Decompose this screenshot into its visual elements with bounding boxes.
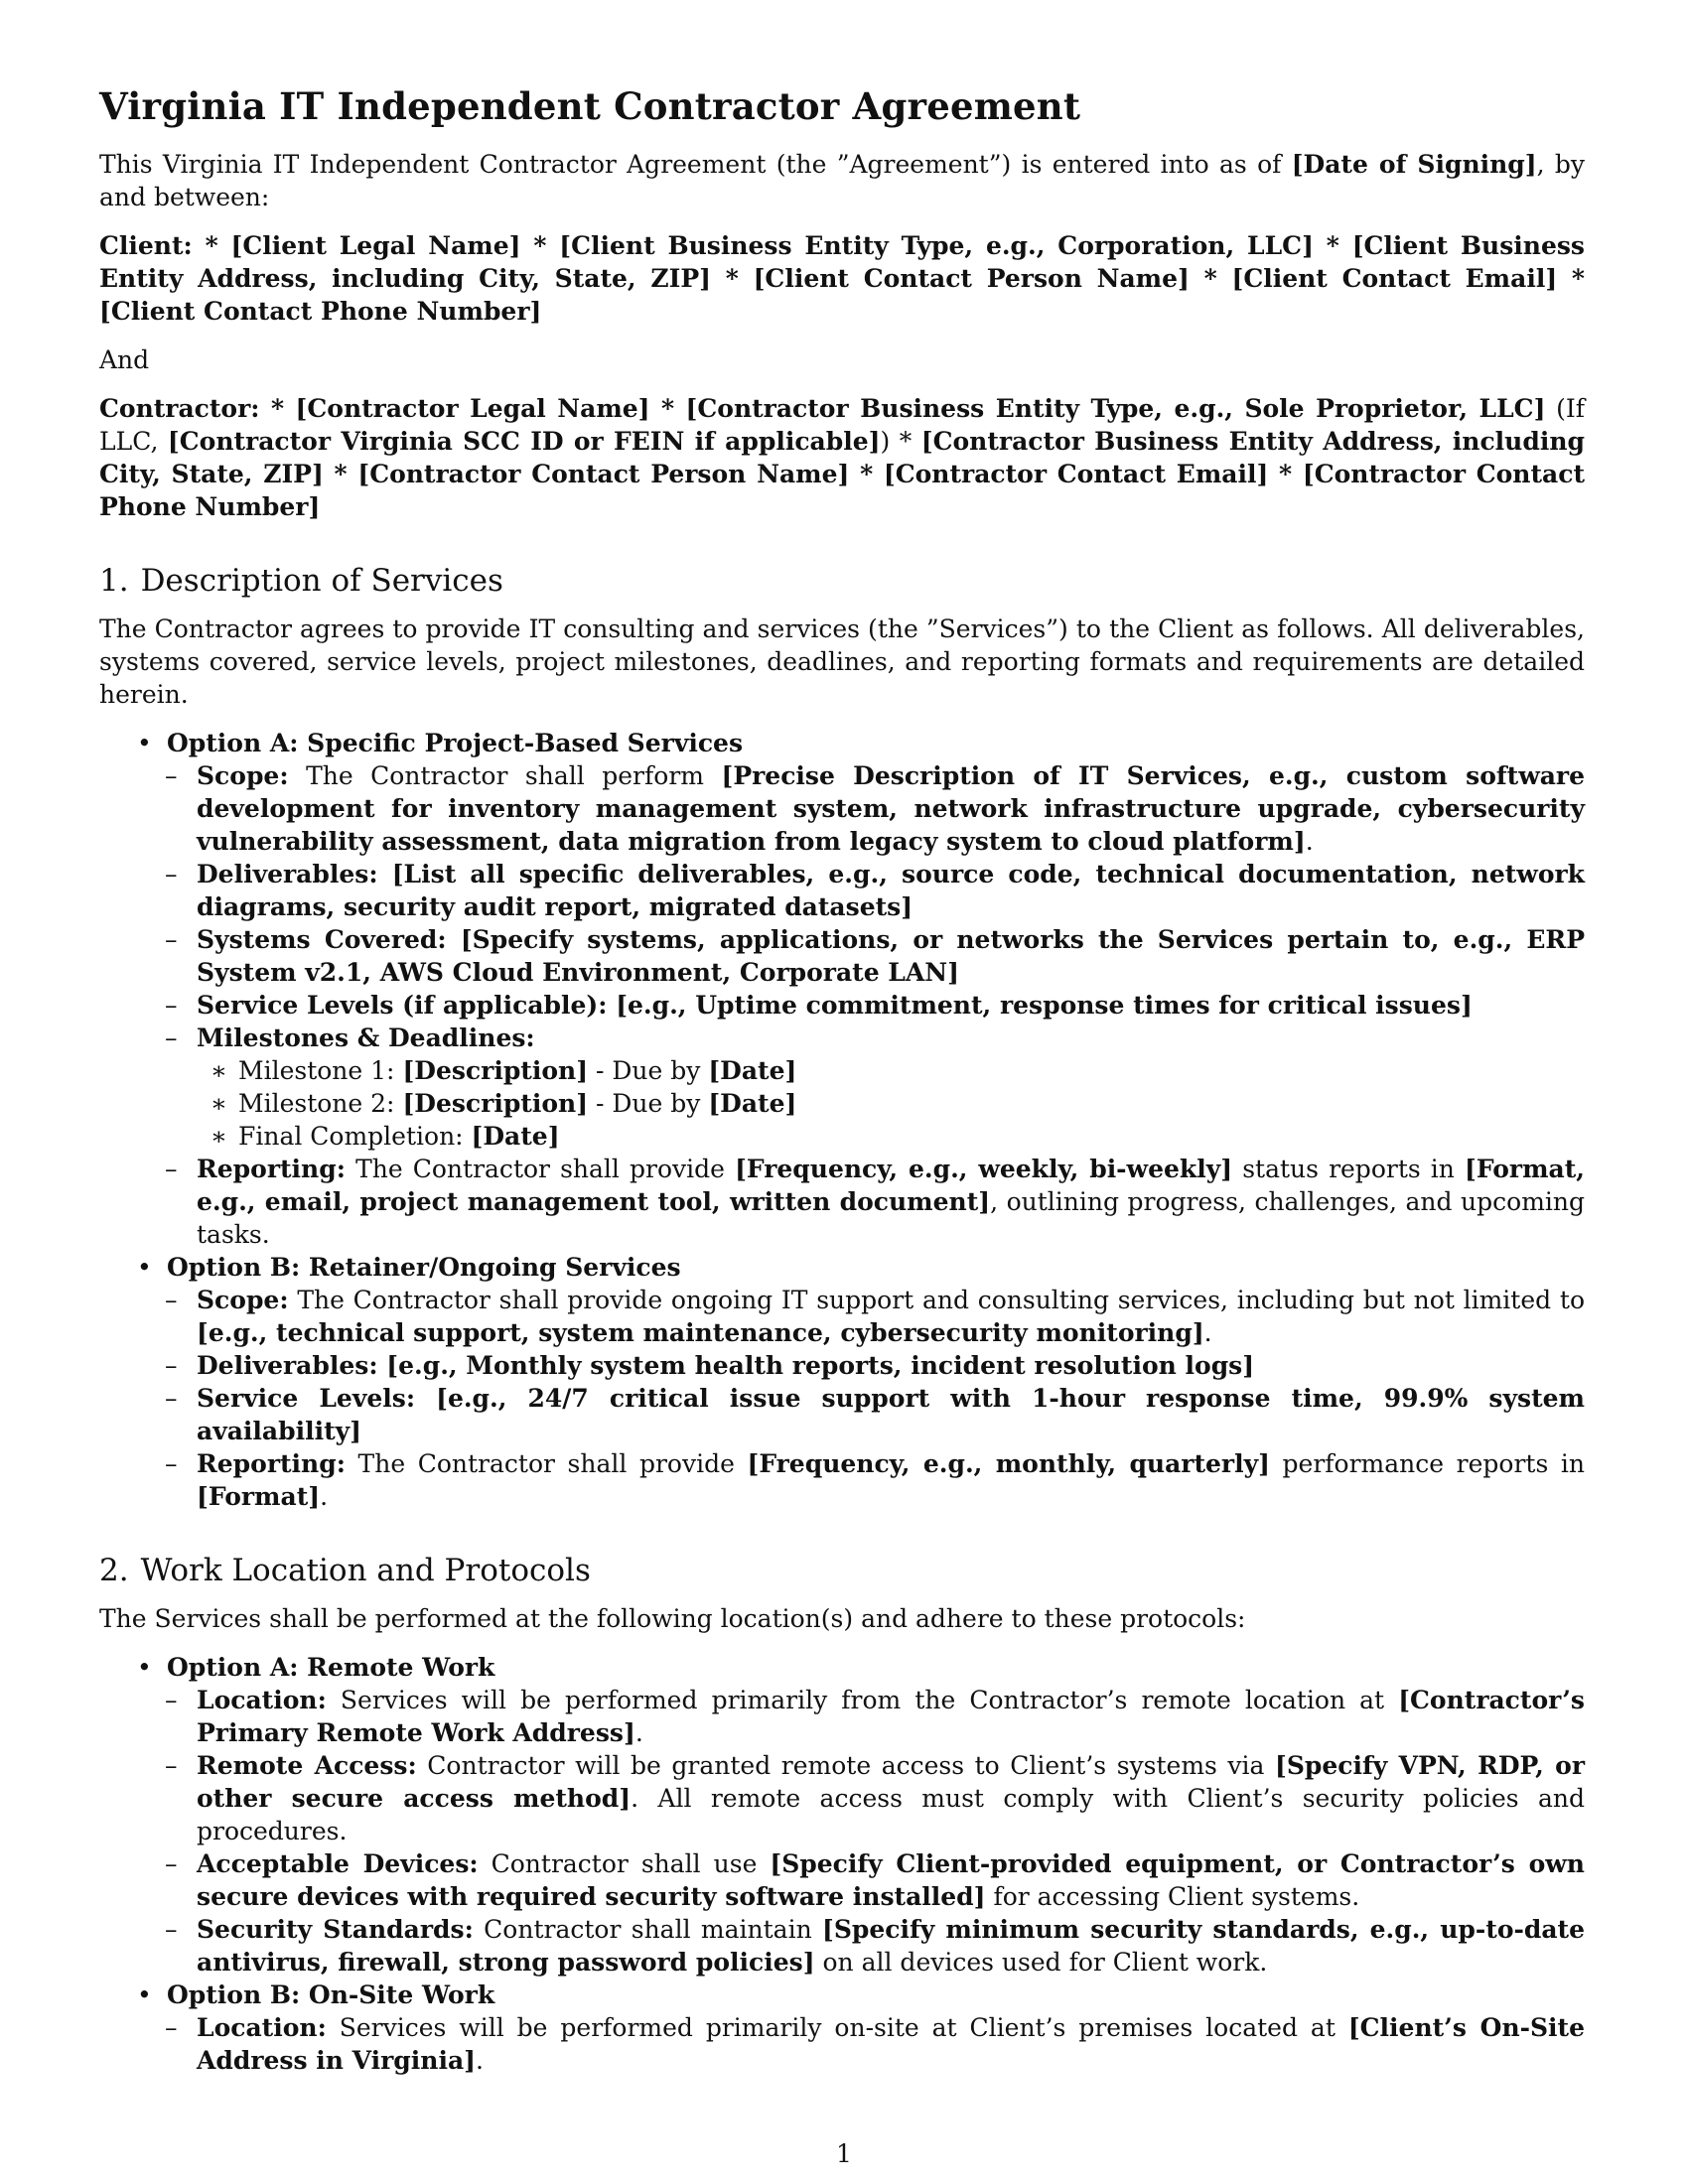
asterisk-icon: ∗ xyxy=(211,1089,227,1118)
option-label: Option A: Specific Project-Based Services xyxy=(167,729,744,757)
dash-icon: – xyxy=(165,761,178,790)
contractor-contact-email-field: [Contractor Contact Email] xyxy=(883,460,1269,488)
reporting-item xyxy=(135,1447,1585,1513)
contractor-block xyxy=(99,392,1585,523)
dash-icon: – xyxy=(165,1351,178,1380)
item-text: . xyxy=(634,1718,643,1747)
placeholder-field: [Date] xyxy=(708,1089,797,1118)
item-text: Contractor will be granted remote access to Client’s systems via xyxy=(416,1751,1276,1780)
option-a-items xyxy=(167,759,1585,1251)
dash-icon: – xyxy=(165,860,178,888)
bullet-icon: • xyxy=(137,729,152,757)
item-label: Service Levels (if applicable): xyxy=(197,991,608,1020)
item-text: . xyxy=(1203,1318,1212,1347)
item-text: The Contractor shall perform xyxy=(288,761,722,790)
deliverables-item xyxy=(135,1349,1585,1382)
client-entity-type-field: [Client Business Entity Type, e.g., Corporation, LLC] xyxy=(559,231,1314,260)
dash-icon: – xyxy=(165,1384,178,1413)
location-item xyxy=(135,1684,1585,1749)
location-item xyxy=(135,2011,1585,2077)
item-text: . xyxy=(475,2046,484,2075)
acceptable-devices-item xyxy=(135,1847,1585,1913)
separator: * xyxy=(323,460,358,488)
dash-icon: – xyxy=(165,1751,178,1780)
document-title: Virginia IT Independent Contractor Agreement xyxy=(99,84,1081,128)
intro-paragraph xyxy=(99,148,1585,213)
placeholder-field: [Format, e.g., email, project management tool, written document] xyxy=(197,1155,1585,1216)
contractor-entity-type-field: [Contractor Business Entity Type, e.g., Sole Proprietor, LLC] xyxy=(685,394,1546,423)
client-label: Client: xyxy=(99,231,193,260)
item-label: Location: xyxy=(197,2013,327,2042)
separator: * xyxy=(710,264,754,293)
placeholder-field: [Specify systems, applications, or networks the Services pertain to, e.g., ERP System v2.1, AWS Cloud Environment, Corporate LAN] xyxy=(197,925,1585,987)
item-text: The Contractor shall provide ongoing IT support and consulting services, including but not limited to xyxy=(288,1286,1585,1314)
option-a-items xyxy=(167,1684,1585,1979)
separator: * xyxy=(192,231,231,260)
asterisk-icon: ∗ xyxy=(211,1056,227,1085)
placeholder-field: [Frequency, e.g., weekly, bi-weekly] xyxy=(735,1155,1233,1183)
dash-icon: – xyxy=(165,991,178,1020)
item-text: . xyxy=(320,1482,329,1511)
contractor-scc-id-field: [Contractor Virginia SCC ID or FEIN if applicable] xyxy=(167,427,881,456)
contractor-llc-text: (If LLC, xyxy=(99,394,1586,456)
scope-item xyxy=(135,1284,1585,1349)
dash-icon: – xyxy=(165,1686,178,1714)
placeholder-field: [Frequency, e.g., monthly, quarterly] xyxy=(747,1449,1270,1478)
option-b-items xyxy=(167,1284,1585,1513)
section-title: Description of Services xyxy=(140,563,503,599)
item-label: Deliverables: xyxy=(197,1351,378,1380)
placeholder-field: [Specify minimum security standards, e.g., up-to-date antivirus, firewall, strong password policies] xyxy=(197,1915,1586,1977)
milestones-list xyxy=(197,1054,1585,1153)
item-label: Reporting: xyxy=(197,1449,346,1478)
dash-icon: – xyxy=(165,1849,178,1878)
item-text: performance reports in xyxy=(1269,1449,1585,1478)
option-label: Option A: Remote Work xyxy=(167,1653,495,1682)
contractor-label: Contractor: xyxy=(99,394,260,423)
separator: * xyxy=(1268,460,1303,488)
item-text: The Contractor shall provide xyxy=(345,1155,736,1183)
dash-icon: – xyxy=(165,1024,178,1052)
item-text: . All remote access must comply with Client’s security policies and procedures. xyxy=(197,1784,1585,1845)
bullet-icon: • xyxy=(137,1653,152,1682)
item-text: for accessing Client systems. xyxy=(985,1882,1360,1911)
placeholder-field: [Specify Client-provided equipment, or Contractor’s own secure devices with required security software installed] xyxy=(197,1849,1585,1911)
item-label: Service Levels: xyxy=(197,1384,416,1413)
section-2-options xyxy=(99,1651,1585,2077)
option-a-remote-work xyxy=(99,1651,1585,1979)
section-number: 1. xyxy=(99,563,129,599)
item-text: Milestone 2: xyxy=(238,1089,403,1118)
separator: * xyxy=(1313,231,1352,260)
section-1-options xyxy=(99,727,1585,1513)
placeholder-field: [Date] xyxy=(471,1122,560,1151)
item-text: - Due by xyxy=(588,1089,709,1118)
service-levels-item xyxy=(135,989,1585,1022)
item-text: Services will be performed primarily on-site at Client’s premises located at xyxy=(326,2013,1348,2042)
dash-icon: – xyxy=(165,1449,178,1478)
placeholder-field: [Format] xyxy=(197,1482,321,1511)
section-title: Work Location and Protocols xyxy=(140,1553,591,1588)
reporting-item xyxy=(135,1153,1585,1251)
milestones-item xyxy=(135,1022,1585,1153)
intro-text-end: , by and between: xyxy=(99,150,1585,211)
client-block xyxy=(99,229,1585,328)
security-standards-item xyxy=(135,1913,1585,1979)
placeholder-field: [Contractor’s Primary Remote Work Address] xyxy=(197,1686,1585,1747)
asterisk-icon: ∗ xyxy=(211,1122,227,1151)
item-label: Location: xyxy=(197,1686,327,1714)
option-label: Option B: Retainer/Ongoing Services xyxy=(167,1253,681,1282)
bullet-icon: • xyxy=(137,1253,152,1282)
separator: * xyxy=(849,460,884,488)
bullet-icon: • xyxy=(137,1980,152,2009)
item-label: Scope: xyxy=(197,1286,289,1314)
placeholder-field: [Description] xyxy=(402,1056,589,1085)
item-text: status reports in xyxy=(1232,1155,1466,1183)
item-text: The Contractor shall provide xyxy=(345,1449,748,1478)
item-label: Deliverables: xyxy=(197,860,378,888)
milestone-2 xyxy=(187,1087,1585,1120)
intro-text: This Virginia IT Independent Contractor Agreement (the ”Agreement”) is entered into as of xyxy=(99,150,1292,179)
and-text: And xyxy=(99,345,150,374)
item-label: Systems Covered: xyxy=(197,925,447,954)
dash-icon: – xyxy=(165,1915,178,1944)
item-label: Scope: xyxy=(197,761,289,790)
option-b-on-site-work xyxy=(99,1979,1585,2077)
section-number: 2. xyxy=(99,1553,129,1588)
item-label: Milestones & Deadlines: xyxy=(197,1024,535,1052)
dash-icon: – xyxy=(165,925,178,954)
client-contact-name-field: [Client Contact Person Name] xyxy=(753,264,1190,293)
dash-icon: – xyxy=(165,1286,178,1314)
client-contact-phone-field: [Client Contact Phone Number] xyxy=(99,297,542,326)
item-label: Reporting: xyxy=(197,1155,346,1183)
item-text: - Due by xyxy=(588,1056,709,1085)
milestone-1 xyxy=(187,1054,1585,1087)
separator: * xyxy=(1557,264,1586,293)
option-b-retainer xyxy=(99,1251,1585,1513)
item-text: Milestone 1: xyxy=(238,1056,403,1085)
systems-covered-item xyxy=(135,923,1585,989)
dash-icon: – xyxy=(165,1155,178,1183)
contractor-address-field: [Contractor Business Entity Address, including City, State, ZIP] xyxy=(99,427,1585,488)
item-label: Remote Access: xyxy=(197,1751,417,1780)
placeholder-field: [Description] xyxy=(402,1089,589,1118)
separator: ) * xyxy=(880,427,921,456)
page-number: 1 xyxy=(836,2139,852,2168)
item-label: Acceptable Devices: xyxy=(197,1849,479,1878)
section-2-intro: The Services shall be performed at the following location(s) and adhere to these protocols: xyxy=(99,1604,1246,1633)
placeholder-field: [Date] xyxy=(708,1056,797,1085)
client-legal-name-field: [Client Legal Name] xyxy=(230,231,521,260)
item-label: Security Standards: xyxy=(197,1915,474,1944)
dash-icon: – xyxy=(165,2013,178,2042)
client-address-field: [Client Business Entity Address, including City, State, ZIP] xyxy=(99,231,1585,293)
placeholder-field: [Specify VPN, RDP, or other secure access method] xyxy=(197,1751,1585,1813)
item-text: . xyxy=(1305,827,1314,856)
option-b-items xyxy=(167,2011,1585,2077)
contractor-contact-name-field: [Contractor Contact Person Name] xyxy=(357,460,850,488)
item-text: Final Completion: xyxy=(238,1122,472,1151)
separator: * xyxy=(1189,264,1232,293)
scope-item xyxy=(135,759,1585,858)
separator: * xyxy=(649,394,686,423)
remote-access-item xyxy=(135,1749,1585,1847)
separator: * xyxy=(259,394,296,423)
client-contact-email-field: [Client Contact Email] xyxy=(1231,264,1558,293)
placeholder-field: [Client’s On-Site Address in Virginia] xyxy=(197,2013,1585,2075)
separator: * xyxy=(520,231,560,260)
section-2-heading xyxy=(99,1551,1585,1590)
date-of-signing-field: [Date of Signing] xyxy=(1291,150,1537,179)
item-text: Contractor shall use xyxy=(478,1849,771,1878)
placeholder-field: [e.g., 24/7 critical issue support with 1-hour response time, 99.9% system availability] xyxy=(197,1384,1586,1445)
item-text: Services will be performed primarily from the Contractor’s remote location at xyxy=(326,1686,1399,1714)
deliverables-item xyxy=(135,858,1585,923)
contractor-contact-phone-field: [Contractor Contact Phone Number] xyxy=(99,460,1585,521)
section-1-intro: The Contractor agrees to provide IT consulting and services (the ”Services”) to the Client as follows. All deliverables, systems covered, service levels, project milestones, deadlines, and reporting formats and requirements are detailed herein. xyxy=(99,614,1585,709)
item-text: , outlining progress, challenges, and upcoming tasks. xyxy=(197,1187,1586,1249)
placeholder-field: [e.g., technical support, system maintenance, cybersecurity monitoring] xyxy=(197,1318,1204,1347)
contractor-legal-name-field: [Contractor Legal Name] xyxy=(295,394,650,423)
option-a-project-based xyxy=(99,727,1585,1251)
placeholder-field: [e.g., Uptime commitment, response times for critical issues] xyxy=(607,991,1473,1020)
section-1-heading xyxy=(99,561,1585,601)
service-levels-item xyxy=(135,1382,1585,1447)
item-text: Contractor shall maintain xyxy=(473,1915,823,1944)
placeholder-field: [Precise Description of IT Services, e.g., custom software development for inventory management system, network infrastructure upgrade, cybersecurity vulnerability assessment, data migration from legacy system to cloud platform] xyxy=(197,761,1585,856)
item-text: on all devices used for Client work. xyxy=(814,1948,1268,1977)
placeholder-field: [List all specific deliverables, e.g., source code, technical documentation, network diagrams, security audit report, migrated datasets] xyxy=(197,860,1585,921)
document-body xyxy=(99,84,1585,2077)
option-label: Option B: On-Site Work xyxy=(167,1980,495,2009)
final-completion xyxy=(187,1120,1585,1153)
placeholder-field: [e.g., Monthly system health reports, incident resolution logs] xyxy=(377,1351,1255,1380)
